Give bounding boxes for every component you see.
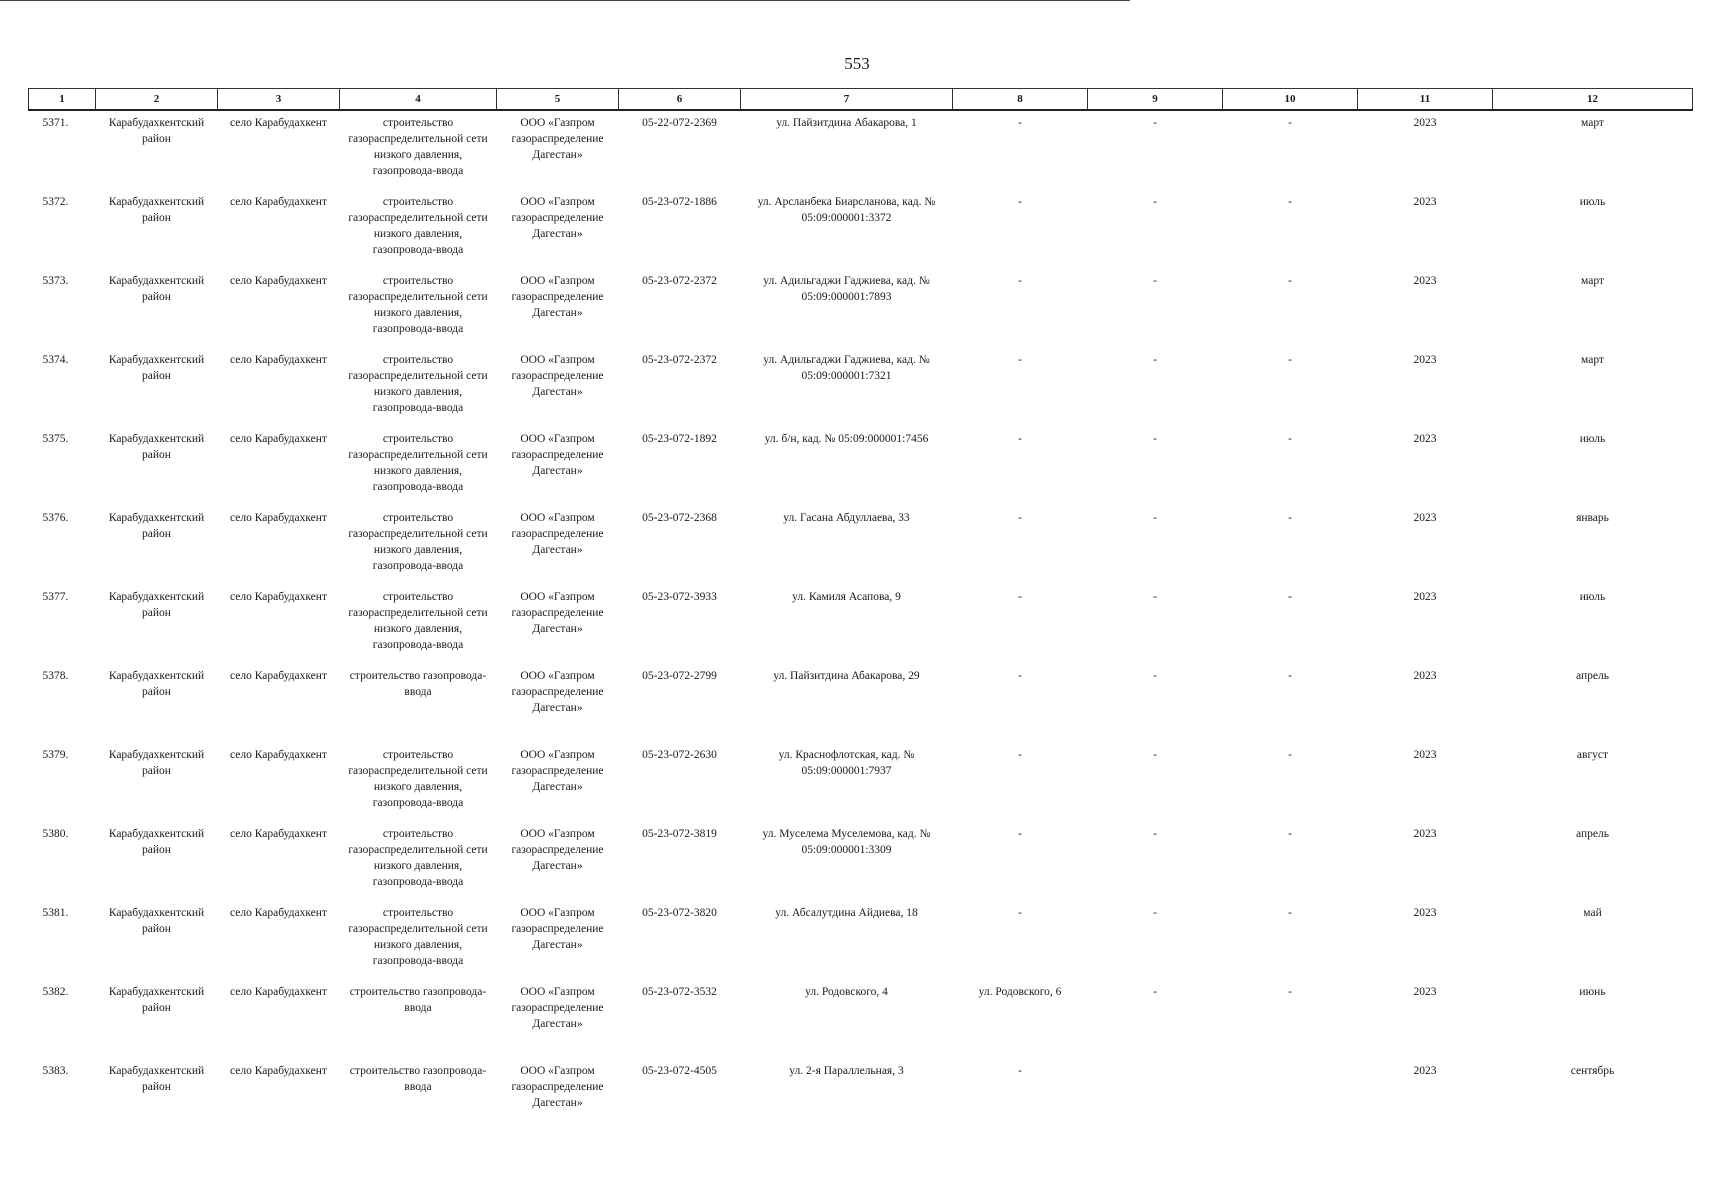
- col9-cell: [1088, 1059, 1223, 1138]
- work-type-cell: строительство газораспределительной сети низкого давления, газопровода-ввода: [348, 354, 488, 414]
- district-cell: Карабудахкентский район: [108, 749, 205, 777]
- address-cell: ул. Адильгаджи Гаджиева, кад. № 05:09:000001:7321: [763, 354, 930, 382]
- code-cell: 05-23-072-2630: [642, 749, 717, 761]
- organization-cell: ООО «Газпром газораспределение Дагестан»: [511, 591, 604, 635]
- district-cell: Карабудахкентский район: [108, 670, 205, 698]
- code-cell: 05-22-072-2369: [642, 117, 717, 129]
- row-number: 5375.: [42, 433, 69, 445]
- top-rule: [0, 0, 1130, 1]
- address-cell: ул. Краснофлотская, кад. № 05:09:000001:7937: [778, 749, 915, 777]
- settlement-cell: село Карабудахкент: [230, 1065, 327, 1077]
- col10-cell: -: [1288, 828, 1292, 840]
- row-number: 5381.: [42, 907, 69, 919]
- year-cell: 2023: [1413, 828, 1437, 840]
- table-row: [29, 110, 1693, 190]
- year-cell: 2023: [1413, 433, 1437, 445]
- col9-cell: -: [1153, 354, 1157, 366]
- row-number: 5379.: [42, 749, 69, 761]
- district-cell: Карабудахкентский район: [108, 275, 205, 303]
- col8-cell: -: [1018, 828, 1022, 840]
- address-cell: ул. Арсланбека Биарсланова, кад. № 05:09:000001:3372: [757, 196, 936, 224]
- work-type-cell: строительство газораспределительной сети низкого давления, газопровода-ввода: [348, 907, 488, 967]
- month-cell: сентябрь: [1570, 1065, 1615, 1077]
- col10-cell: -: [1288, 117, 1292, 129]
- work-type-cell: строительство газораспределительной сети низкого давления, газопровода-ввода: [348, 275, 488, 335]
- col10-cell: -: [1288, 749, 1292, 761]
- organization-cell: ООО «Газпром газораспределение Дагестан»: [511, 354, 604, 398]
- column-header: 8: [953, 89, 1088, 111]
- month-cell: июль: [1579, 591, 1606, 603]
- address-cell: ул. Абсалутдина Айдиева, 18: [775, 907, 918, 919]
- year-cell: 2023: [1413, 1065, 1437, 1077]
- col10-cell: -: [1288, 986, 1292, 998]
- row-number: 5378.: [42, 670, 69, 682]
- table-body: [29, 110, 1693, 1138]
- col10-cell: -: [1288, 354, 1292, 366]
- table-row: [29, 822, 1693, 901]
- organization-cell: ООО «Газпром газораспределение Дагестан»: [511, 907, 604, 951]
- year-cell: 2023: [1413, 275, 1437, 287]
- settlement-cell: село Карабудахкент: [230, 986, 327, 998]
- row-number: 5383.: [42, 1065, 69, 1077]
- col9-cell: -: [1153, 196, 1157, 208]
- col8-cell: -: [1018, 749, 1022, 761]
- address-cell: ул. Пайзитдина Абакарова, 29: [773, 670, 920, 682]
- table-row: [29, 980, 1693, 1059]
- settlement-cell: село Карабудахкент: [230, 433, 327, 445]
- settlement-cell: село Карабудахкент: [230, 907, 327, 919]
- month-cell: июль: [1579, 433, 1606, 445]
- organization-cell: ООО «Газпром газораспределение Дагестан»: [511, 275, 604, 319]
- month-cell: июнь: [1579, 986, 1606, 998]
- settlement-cell: село Карабудахкент: [230, 749, 327, 761]
- table-row: [29, 901, 1693, 980]
- district-cell: Карабудахкентский район: [108, 196, 205, 224]
- col8-cell: -: [1018, 275, 1022, 287]
- column-header: 1: [29, 89, 96, 111]
- col8-cell: -: [1018, 907, 1022, 919]
- work-type-cell: строительство газораспределительной сети низкого давления, газопровода-ввода: [348, 433, 488, 493]
- month-cell: март: [1581, 354, 1604, 366]
- col8-cell: -: [1018, 196, 1022, 208]
- work-type-cell: строительство газораспределительной сети низкого давления, газопровода-ввода: [348, 117, 488, 177]
- month-cell: март: [1581, 117, 1604, 129]
- work-type-cell: строительство газопровода-ввода: [349, 1065, 487, 1093]
- month-cell: апрель: [1576, 828, 1609, 840]
- organization-cell: ООО «Газпром газораспределение Дагестан»: [511, 1065, 604, 1109]
- month-cell: апрель: [1576, 670, 1609, 682]
- settlement-cell: село Карабудахкент: [230, 275, 327, 287]
- address-cell: ул. Пайзитдина Абакарова, 1: [776, 117, 917, 129]
- col9-cell: -: [1153, 828, 1157, 840]
- district-cell: Карабудахкентский район: [108, 986, 205, 1014]
- col9-cell: -: [1153, 433, 1157, 445]
- year-cell: 2023: [1413, 986, 1437, 998]
- work-type-cell: строительство газораспределительной сети низкого давления, газопровода-ввода: [348, 512, 488, 572]
- col9-cell: -: [1153, 117, 1157, 129]
- work-type-cell: строительство газораспределительной сети низкого давления, газопровода-ввода: [348, 196, 488, 256]
- code-cell: 05-23-072-3819: [642, 828, 717, 840]
- organization-cell: ООО «Газпром газораспределение Дагестан»: [511, 433, 604, 477]
- col10-cell: -: [1288, 591, 1292, 603]
- col9-cell: -: [1153, 670, 1157, 682]
- col9-cell: -: [1153, 907, 1157, 919]
- month-cell: март: [1581, 275, 1604, 287]
- col8-cell: -: [1018, 117, 1022, 129]
- column-header: 4: [340, 89, 497, 111]
- page-number: 553: [844, 54, 870, 73]
- organization-cell: ООО «Газпром газораспределение Дагестан»: [511, 117, 604, 161]
- month-cell: июль: [1579, 196, 1606, 208]
- code-cell: 05-23-072-2368: [642, 512, 717, 524]
- district-cell: Карабудахкентский район: [108, 591, 205, 619]
- column-header: 6: [619, 89, 741, 111]
- settlement-cell: село Карабудахкент: [230, 117, 327, 129]
- settlement-cell: село Карабудахкент: [230, 196, 327, 208]
- col10-cell: -: [1288, 512, 1292, 524]
- code-cell: 05-23-072-1886: [642, 196, 717, 208]
- address-cell: ул. Гасана Абдуллаева, 33: [783, 512, 910, 524]
- col8-cell: -: [1018, 591, 1022, 603]
- organization-cell: ООО «Газпром газораспределение Дагестан»: [511, 828, 604, 872]
- month-cell: январь: [1576, 512, 1609, 524]
- col10-cell: -: [1288, 433, 1292, 445]
- row-number: 5373.: [42, 275, 69, 287]
- month-cell: август: [1576, 749, 1609, 761]
- row-number: 5376.: [42, 512, 69, 524]
- work-type-cell: строительство газопровода-ввода: [349, 670, 487, 698]
- table-row: [29, 269, 1693, 348]
- col8-cell: -: [1018, 512, 1022, 524]
- address-cell: ул. Адильгаджи Гаджиева, кад. № 05:09:000001:7893: [763, 275, 930, 303]
- column-header: 11: [1358, 89, 1493, 111]
- code-cell: 05-23-072-2372: [642, 354, 717, 366]
- column-header: 10: [1223, 89, 1358, 111]
- work-type-cell: строительство газораспределительной сети низкого давления, газопровода-ввода: [348, 591, 488, 651]
- row-number: 5374.: [42, 354, 69, 366]
- settlement-cell: село Карабудахкент: [230, 354, 327, 366]
- table-row: [29, 427, 1693, 506]
- column-header: 12: [1493, 89, 1693, 111]
- col9-cell: -: [1153, 512, 1157, 524]
- organization-cell: ООО «Газпром газораспределение Дагестан»: [511, 196, 604, 240]
- col10-cell: -: [1288, 907, 1292, 919]
- row-number: 5382.: [42, 986, 69, 998]
- table-row: [29, 190, 1693, 269]
- settlement-cell: село Карабудахкент: [230, 591, 327, 603]
- district-cell: Карабудахкентский район: [108, 512, 205, 540]
- work-type-cell: строительство газораспределительной сети низкого давления, газопровода-ввода: [348, 828, 488, 888]
- address-cell: ул. Родовского, 4: [805, 986, 888, 998]
- table-row: [29, 743, 1693, 822]
- table-row: [29, 506, 1693, 585]
- row-number: 5377.: [42, 591, 69, 603]
- code-cell: 05-23-072-2372: [642, 275, 717, 287]
- year-cell: 2023: [1413, 196, 1437, 208]
- settlement-cell: село Карабудахкент: [230, 670, 327, 682]
- col9-cell: -: [1153, 591, 1157, 603]
- year-cell: 2023: [1413, 670, 1437, 682]
- col9-cell: -: [1153, 986, 1157, 998]
- col8-cell: -: [1018, 433, 1022, 445]
- address-cell: ул. 2-я Параллельная, 3: [789, 1065, 904, 1077]
- year-cell: 2023: [1413, 907, 1437, 919]
- district-cell: Карабудахкентский район: [108, 354, 205, 382]
- col10-cell: [1223, 1059, 1358, 1138]
- district-cell: Карабудахкентский район: [108, 433, 205, 461]
- organization-cell: ООО «Газпром газораспределение Дагестан»: [511, 512, 604, 556]
- col10-cell: -: [1288, 196, 1292, 208]
- row-number: 5380.: [42, 828, 69, 840]
- year-cell: 2023: [1413, 749, 1437, 761]
- code-cell: 05-23-072-1892: [642, 433, 717, 445]
- column-header: 5: [497, 89, 619, 111]
- month-cell: май: [1583, 907, 1602, 919]
- col8-cell: ул. Родовского, 6: [978, 986, 1062, 998]
- code-cell: 05-23-072-4505: [642, 1065, 717, 1077]
- column-header: 7: [741, 89, 953, 111]
- work-type-cell: строительство газопровода-ввода: [349, 986, 487, 1014]
- settlement-cell: село Карабудахкент: [230, 828, 327, 840]
- organization-cell: ООО «Газпром газораспределение Дагестан»: [511, 749, 604, 793]
- table-row: [29, 585, 1693, 664]
- code-cell: 05-23-072-3532: [642, 986, 717, 998]
- col8-cell: -: [1018, 354, 1022, 366]
- district-cell: Карабудахкентский район: [108, 1065, 205, 1093]
- col10-cell: -: [1288, 670, 1292, 682]
- year-cell: 2023: [1413, 591, 1437, 603]
- code-cell: 05-23-072-3933: [642, 591, 717, 603]
- organization-cell: ООО «Газпром газораспределение Дагестан»: [511, 986, 604, 1030]
- table-row: [29, 664, 1693, 743]
- district-cell: Карабудахкентский район: [108, 907, 205, 935]
- col8-cell: -: [1018, 670, 1022, 682]
- table-row: [29, 348, 1693, 427]
- year-cell: 2023: [1413, 117, 1437, 129]
- row-number: 5371.: [42, 117, 69, 129]
- row-number: 5372.: [42, 196, 69, 208]
- code-cell: 05-23-072-2799: [642, 670, 717, 682]
- district-cell: Карабудахкентский район: [108, 828, 205, 856]
- column-header: 9: [1088, 89, 1223, 111]
- address-cell: ул. Камиля Асапова, 9: [792, 591, 901, 603]
- settlement-cell: село Карабудахкент: [230, 512, 327, 524]
- year-cell: 2023: [1413, 512, 1437, 524]
- year-cell: 2023: [1413, 354, 1437, 366]
- registry-table: [28, 88, 1693, 1138]
- address-cell: ул. б/н, кад. № 05:09:000001:7456: [764, 433, 929, 445]
- work-type-cell: строительство газораспределительной сети низкого давления, газопровода-ввода: [348, 749, 488, 809]
- table-header-row: [29, 89, 1693, 111]
- district-cell: Карабудахкентский район: [108, 117, 205, 145]
- col9-cell: -: [1153, 275, 1157, 287]
- column-header: 3: [218, 89, 340, 111]
- table-row: [29, 1059, 1693, 1138]
- organization-cell: ООО «Газпром газораспределение Дагестан»: [511, 670, 604, 714]
- col9-cell: -: [1153, 749, 1157, 761]
- address-cell: ул. Муселема Муселемова, кад. № 05:09:000001:3309: [762, 828, 931, 856]
- col8-cell: -: [1018, 1065, 1022, 1077]
- code-cell: 05-23-072-3820: [642, 907, 717, 919]
- column-header: 2: [96, 89, 218, 111]
- col10-cell: -: [1288, 275, 1292, 287]
